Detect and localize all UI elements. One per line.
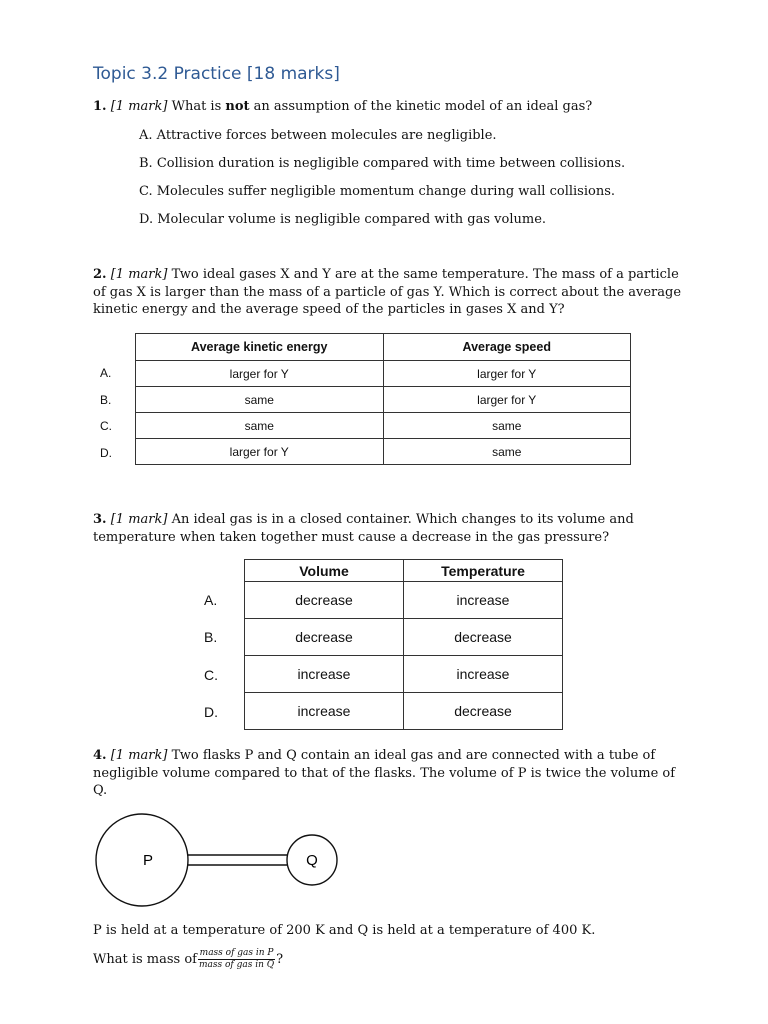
question-number: 2.	[93, 267, 107, 282]
question-3	[93, 511, 683, 546]
question-text: Two ideal gases X and Y are at the same temperature. The mass of a particle of gas X is larger than the mass of a particle of gas Y. Which is correct about the average kinetic energy and the average speed of the particles in gases X and Y?	[93, 267, 682, 317]
question-4-ask	[93, 948, 683, 971]
row-label: D.	[100, 446, 112, 460]
option-b: B. Collision duration is negligible compared with time between collisions.	[139, 156, 626, 171]
question-marks: [1 mark]	[110, 512, 168, 527]
row-label: D.	[204, 704, 218, 720]
table-row	[136, 361, 631, 387]
fraction-numerator: mass of gas in P	[199, 948, 274, 958]
table-row	[245, 582, 563, 619]
option-d: D. Molecular volume is negligible compared with gas volume.	[139, 212, 547, 227]
question-emphasis: not	[225, 99, 250, 114]
answer-table-q3	[244, 559, 563, 730]
flask-q-label: Q	[306, 852, 318, 869]
row-label: B.	[204, 629, 218, 645]
question-text: Two flasks P and Q contain an ideal gas and are connected with a tube of negligible volume compared to that of the flasks. The volume of P is twice the volume of Q.	[93, 748, 676, 798]
table-cell: decrease	[245, 582, 404, 619]
row-label: A.	[204, 592, 218, 608]
question-marks: [1 mark]	[110, 99, 168, 114]
row-label: B.	[100, 393, 112, 407]
table-cell: increase	[404, 656, 563, 693]
question-number: 1.	[93, 99, 107, 114]
table-row	[245, 619, 563, 656]
question-1	[93, 98, 683, 116]
table-cell: decrease	[245, 619, 404, 656]
table-row	[245, 693, 563, 730]
row-label: C.	[204, 667, 218, 683]
table-row	[245, 656, 563, 693]
answer-table-q2	[135, 333, 631, 465]
table-cell: decrease	[404, 619, 563, 656]
row-label: A.	[100, 366, 112, 380]
question-marks: [1 mark]	[110, 267, 168, 282]
table-cell: larger for Y	[136, 361, 384, 387]
mass-ratio-fraction	[198, 948, 275, 971]
table-cell: larger for Y	[383, 387, 631, 413]
table-header: Average speed	[383, 334, 631, 361]
table-cell: increase	[245, 656, 404, 693]
page-title: Topic 3.2 Practice [18 marks]	[93, 64, 340, 84]
row-label: C.	[100, 419, 112, 433]
table-cell: same	[383, 439, 631, 465]
flask-p-label: P	[142, 852, 154, 869]
question-2	[93, 266, 683, 319]
table-cell: larger for Y	[136, 439, 384, 465]
table-cell: increase	[245, 693, 404, 730]
table-cell: same	[136, 387, 384, 413]
table-cell: larger for Y	[383, 361, 631, 387]
table-cell: same	[136, 413, 384, 439]
question-4-temperatures: P is held at a temperature of 200 K and Q is held at a temperature of 400 K.	[93, 923, 596, 938]
question-number: 3.	[93, 512, 107, 527]
question-marks: [1 mark]	[110, 748, 168, 763]
question-text: An ideal gas is in a closed container. Which changes to its volume and temperature when taken together must cause a decrease in the gas pressure?	[93, 512, 634, 545]
table-header-row	[136, 334, 631, 361]
table-row	[136, 387, 631, 413]
question-mark: ?	[276, 952, 284, 967]
table-cell: decrease	[404, 693, 563, 730]
table-cell: same	[383, 413, 631, 439]
question-text: What is	[171, 99, 222, 114]
option-c: C. Molecules suffer negligible momentum change during wall collisions.	[139, 184, 616, 199]
fraction-denominator: mass of gas in Q	[199, 960, 275, 970]
table-row	[136, 413, 631, 439]
option-a: A. Attractive forces between molecules are negligible.	[139, 128, 497, 143]
table-header: Temperature	[404, 560, 563, 582]
table-header: Volume	[245, 560, 404, 582]
table-cell: increase	[404, 582, 563, 619]
table-row	[136, 439, 631, 465]
question-text: an assumption of the kinetic model of an ideal gas?	[253, 99, 593, 114]
question-text: What is mass of	[93, 952, 197, 967]
table-header: Average kinetic energy	[136, 334, 384, 361]
table-header-row	[245, 560, 563, 582]
flasks-diagram	[90, 810, 350, 912]
question-number: 4.	[93, 748, 107, 763]
question-4	[93, 747, 683, 800]
